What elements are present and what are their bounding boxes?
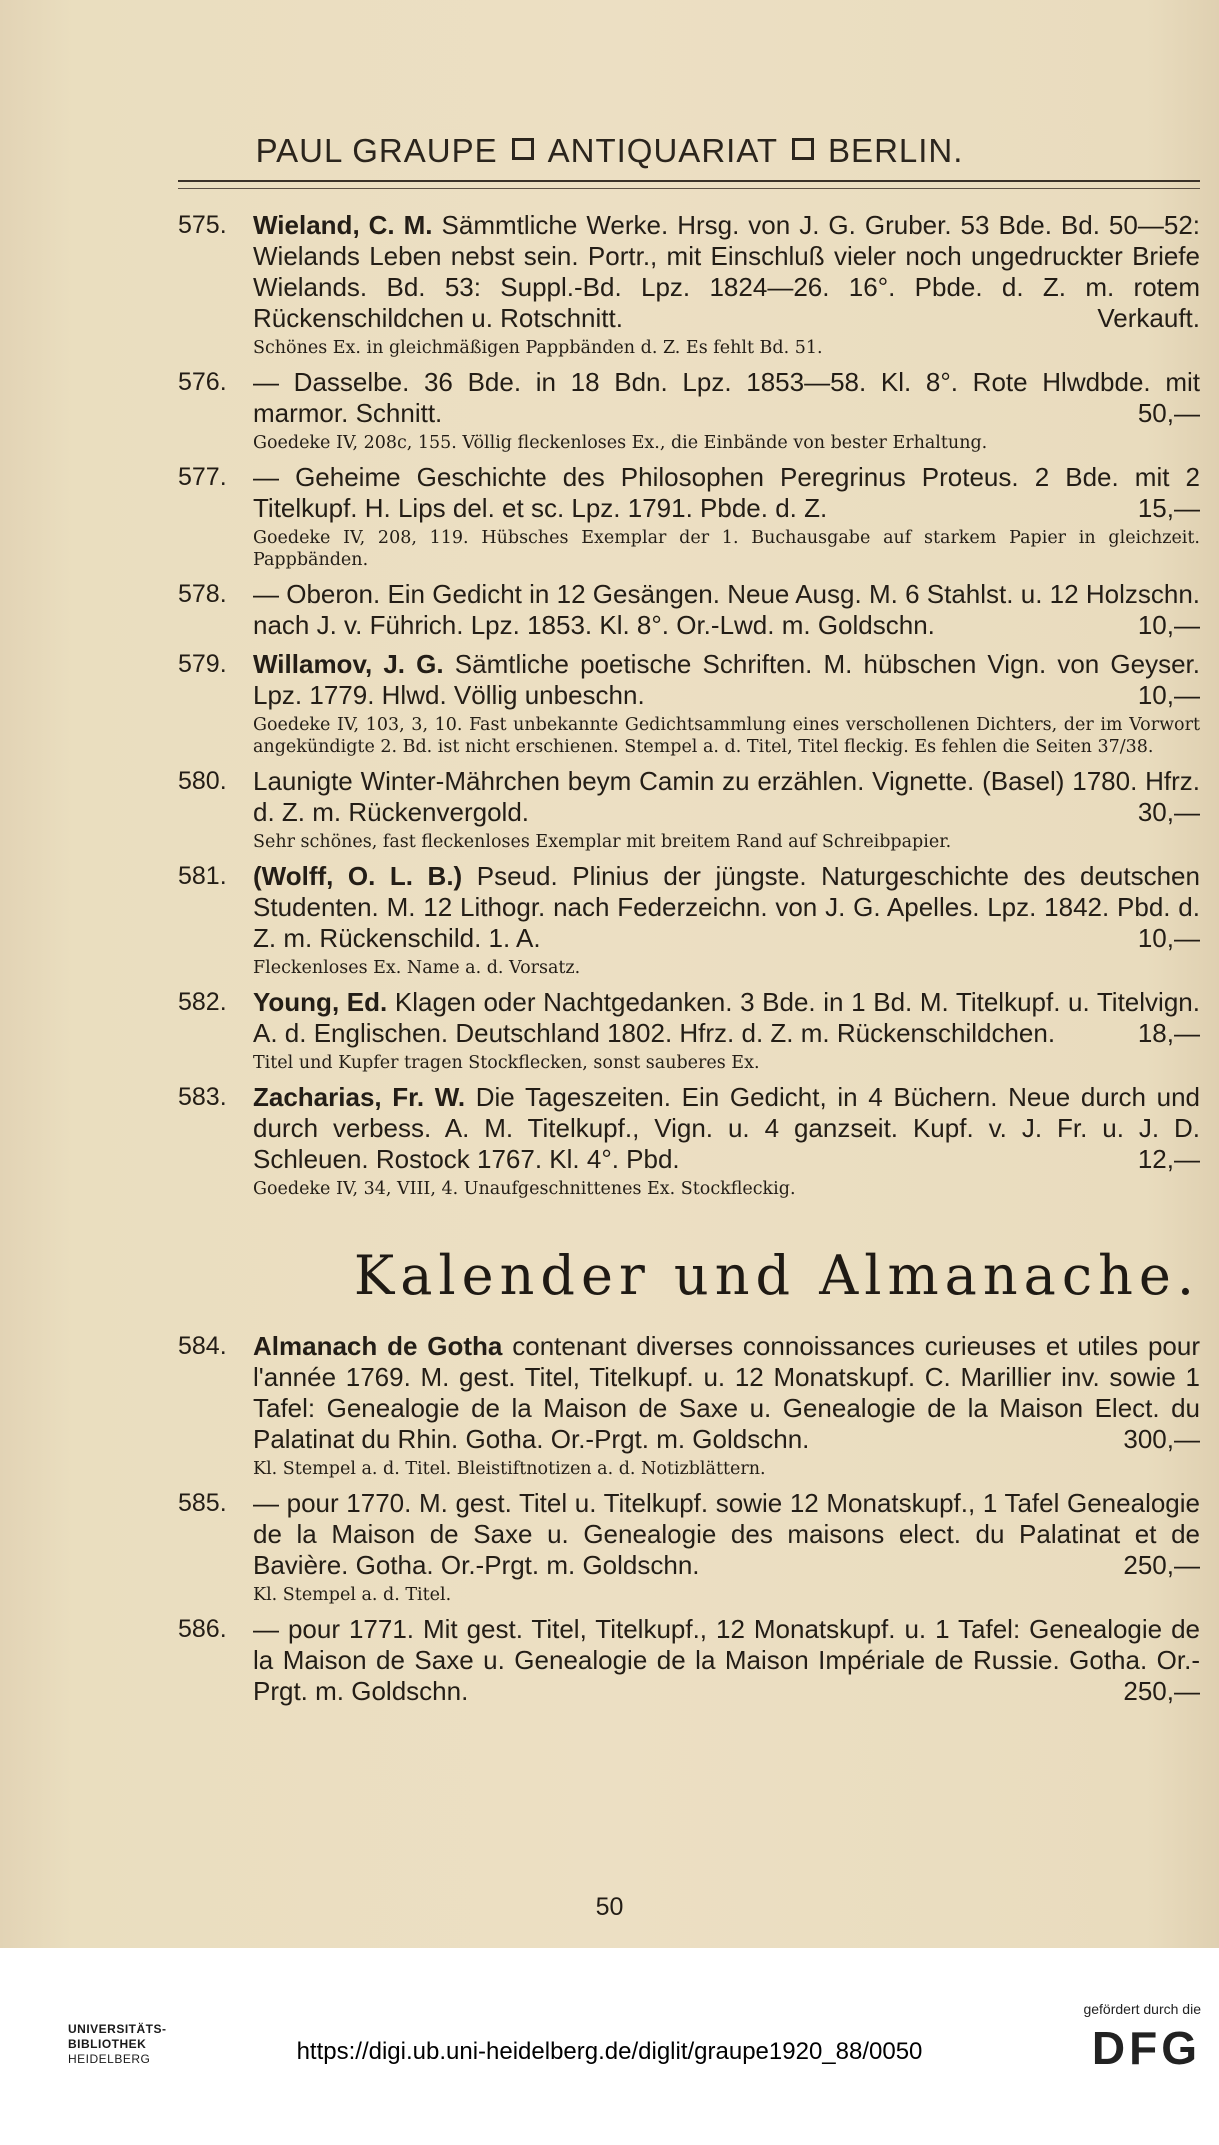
header-publisher: PAUL GRAUPE: [255, 132, 498, 169]
entry-price: 30,—: [1137, 797, 1200, 827]
entry-description: [253, 462, 1200, 524]
entry-number: 585.: [178, 1489, 227, 1517]
entry-note: Goedeke IV, 34, VIII, 4. Unaufgeschnittenes Ex. Stockfleckig.: [253, 1179, 796, 1199]
catalog-entry: [178, 1614, 1200, 1707]
entry-description: [253, 367, 1200, 429]
catalog-entry: [178, 1488, 1200, 1606]
entry-description: [253, 861, 1200, 954]
catalog-entry: [178, 987, 1200, 1074]
entry-price: 15,—: [1137, 493, 1200, 523]
entry-text: contenant diverses connoissances curieuses et utiles pour l'année 1769. M. gest. Titel, Titelkupf. u. 12 Monatskupf. C. Marillier inv. sowie 1 Tafel: Genealogie de la Maison de Saxe u. Genealogie de la Maison Elect. du Palatinat du Rhin. Gotha. Or.-Prgt. m. Goldschn.: [253, 1331, 1200, 1454]
entry-note: Goedeke IV, 208c, 155. Völlig fleckenloses Ex., die Einbände von bester Erhaltung.: [253, 433, 988, 453]
entry-price: 250,—: [1123, 1676, 1200, 1706]
entry-note: Goedeke IV, 103, 3, 10. Fast unbekannte Gedichtsammlung eines verschollenen Dichters, der im Vorwort angekündigte 2. Bd. ist nicht erschienen. Stempel a. d. Titel, Titel fleckig. Es fehlen die Seiten 37/38.: [253, 715, 1200, 757]
entry-number: 583.: [178, 1083, 227, 1111]
entry-note: Schönes Ex. in gleichmäßigen Pappbänden d. Z. Es fehlt Bd. 51.: [253, 338, 823, 358]
entry-author: Young, Ed.: [253, 987, 388, 1017]
entry-number: 578.: [178, 580, 227, 608]
header-business: ANTIQUARIAT: [547, 132, 779, 169]
entry-text: Pseud. Plinius der jüngste. Naturgeschichte des deutschen Studenten. M. 12 Lithogr. nach Federzeichn. von J. G. Apelles. Lpz. 1842. Pbd. d. Z. m. Rückenschild. 1. A.: [253, 861, 1200, 953]
entry-note: Fleckenloses Ex. Name a. d. Vorsatz.: [253, 958, 581, 978]
entry-author: Zacharias, Fr. W.: [253, 1082, 466, 1112]
catalog-entry: [178, 462, 1200, 571]
catalog-entry: [178, 1331, 1200, 1480]
university-library-name: UNIVERSITÄTS- BIBLIOTHEK HEIDELBERG: [68, 2022, 167, 2066]
entry-author: Almanach de Gotha: [253, 1331, 503, 1361]
entry-note: Titel und Kupfer tragen Stockflecken, sonst sauberes Ex.: [253, 1053, 760, 1073]
entry-description: [253, 1082, 1200, 1175]
entry-number: 584.: [178, 1332, 227, 1360]
entries-wieland-zacharias: [178, 210, 1200, 1200]
entry-price: 10,—: [1137, 680, 1200, 710]
entry-price: 300,—: [1123, 1424, 1200, 1454]
entry-note: Kl. Stempel a. d. Titel.: [253, 1585, 452, 1605]
entry-description: [253, 579, 1200, 641]
entry-price: 10,—: [1137, 610, 1200, 640]
entry-note: Goedeke IV, 208, 119. Hübsches Exemplar der 1. Buchausgabe auf starkem Papier in gleichzeit. Pappbänden.: [253, 528, 1200, 570]
entry-description: [253, 649, 1200, 711]
catalog-entry: [178, 210, 1200, 359]
entry-note: Sehr schönes, fast fleckenloses Exemplar mit breitem Rand auf Schreibpapier.: [253, 832, 952, 852]
entry-price: 50,—: [1137, 398, 1200, 428]
entry-price: 18,—: [1137, 1018, 1200, 1048]
page-number: 50: [595, 1893, 624, 1921]
header-rule: [178, 180, 1200, 189]
entry-number: 577.: [178, 463, 227, 491]
entry-text: Die Tageszeiten. Ein Gedicht, in 4 Büchern. Neue durch und durch verbess. A. M. Titelkupf., Vign. u. 4 ganzseit. Kupf. v. J. Fr. u. J. D. Schleuen. Rostock 1767. Kl. 4°. Pbd.: [253, 1082, 1200, 1174]
entry-note: Kl. Stempel a. d. Titel. Bleistiftnotizen a. d. Notizblättern.: [253, 1459, 766, 1479]
entry-number: 580.: [178, 767, 227, 795]
entry-number: 579.: [178, 650, 227, 678]
entry-price: 250,—: [1123, 1550, 1200, 1580]
dfg-logo: DFG: [1091, 2022, 1201, 2074]
entry-number: 586.: [178, 1615, 227, 1643]
section-title: Kalender und Almanache.: [353, 1244, 1200, 1307]
entry-price: Verkauft.: [1097, 303, 1200, 333]
page-header: [0, 132, 1219, 170]
entry-description: [253, 210, 1200, 334]
entry-text: — pour 1771. Mit gest. Titel, Titelkupf., 12 Monatskupf. u. 1 Tafel: Genealogie de la Maison de Saxe u. Genealogie de la Maison Impériale de Russie. Gotha. Or.-Prgt. m. Goldschn.: [253, 1614, 1200, 1706]
catalog-listing: [178, 210, 1200, 1715]
entry-text: — Geheime Geschichte des Philosophen Peregrinus Proteus. 2 Bde. mit 2 Titelkupf. H. Lips del. et sc. Lpz. 1791. Pbde. d. Z.: [253, 462, 1200, 523]
entry-author: (Wolff, O. L. B.): [253, 861, 463, 891]
header-city: BERLIN.: [828, 132, 964, 169]
header-separator-icon: [512, 138, 534, 160]
permalink-url[interactable]: https://digi.ub.uni-heidelberg.de/diglit/graupe1920_88/0050: [296, 2038, 923, 2065]
entry-text: Launigte Winter-Mährchen beym Camin zu erzählen. Vignette. (Basel) 1780. Hfrz. d. Z. m. Rückenvergold.: [253, 766, 1200, 827]
entry-description: [253, 1614, 1200, 1707]
entry-price: 12,—: [1137, 1144, 1200, 1174]
entry-author: Willamov, J. G.: [253, 649, 444, 679]
entry-text: Sämtliche poetische Schriften. M. hübschen Vign. von Geyser. Lpz. 1779. Hlwd. Völlig unbeschn.: [253, 649, 1201, 710]
catalog-entry: [178, 367, 1200, 454]
entry-number: 581.: [178, 862, 227, 890]
catalog-entry: [178, 766, 1200, 853]
entry-text: Klagen oder Nachtgedanken. 3 Bde. in 1 Bd. M. Titelkupf. u. Titelvign. A. d. Englischen. Deutschland 1802. Hfrz. d. Z. m. Rückenschildchen.: [253, 987, 1200, 1048]
entry-price: 10,—: [1137, 923, 1200, 953]
entries-almanache: [178, 1331, 1200, 1707]
catalog-entry: [178, 649, 1200, 758]
entry-number: 576.: [178, 368, 227, 396]
entry-description: [253, 987, 1200, 1049]
entry-number: 582.: [178, 988, 227, 1016]
entry-text: — Oberon. Ein Gedicht in 12 Gesängen. Neue Ausg. M. 6 Stahlst. u. 12 Holzschn. nach J. v. Führich. Lpz. 1853. Kl. 8°. Or.-Lwd. m. Goldschn.: [253, 579, 1200, 640]
entry-text: — pour 1770. M. gest. Titel u. Titelkupf. sowie 12 Monatskupf., 1 Tafel Genealogie de la Maison de Saxe u. Genealogie des maisons elect. du Palatinat et de Bavière. Gotha. Or.-Prgt. m. Goldschn.: [253, 1488, 1200, 1580]
entry-author: Wieland, C. M.: [253, 210, 433, 240]
catalog-entry: [178, 1082, 1200, 1200]
catalog-entry: [178, 579, 1200, 641]
dfg-funding-label: gefördert durch die: [1083, 2001, 1201, 2017]
entry-number: 575.: [178, 211, 227, 239]
catalog-entry: [178, 861, 1200, 979]
header-separator-icon: [792, 138, 814, 160]
entry-description: [253, 1331, 1200, 1455]
entry-description: [253, 1488, 1200, 1581]
entry-text: Sämmtliche Werke. Hrsg. von J. G. Gruber. 53 Bde. Bd. 50—52: Wielands Leben nebst sein. Portr., mit Einschluß vieler noch ungedruckter Briefe Wielands. Bd. 53: Suppl.-Bd. Lpz. 1824—26. 16°. Pbde. d. Z. m. rotem Rückenschildchen u. Rotschnitt.: [253, 210, 1200, 333]
entry-text: — Dasselbe. 36 Bde. in 18 Bdn. Lpz. 1853—58. Kl. 8°. Rote Hlwdbde. mit marmor. Schnitt.: [253, 367, 1200, 428]
entry-description: [253, 766, 1200, 828]
